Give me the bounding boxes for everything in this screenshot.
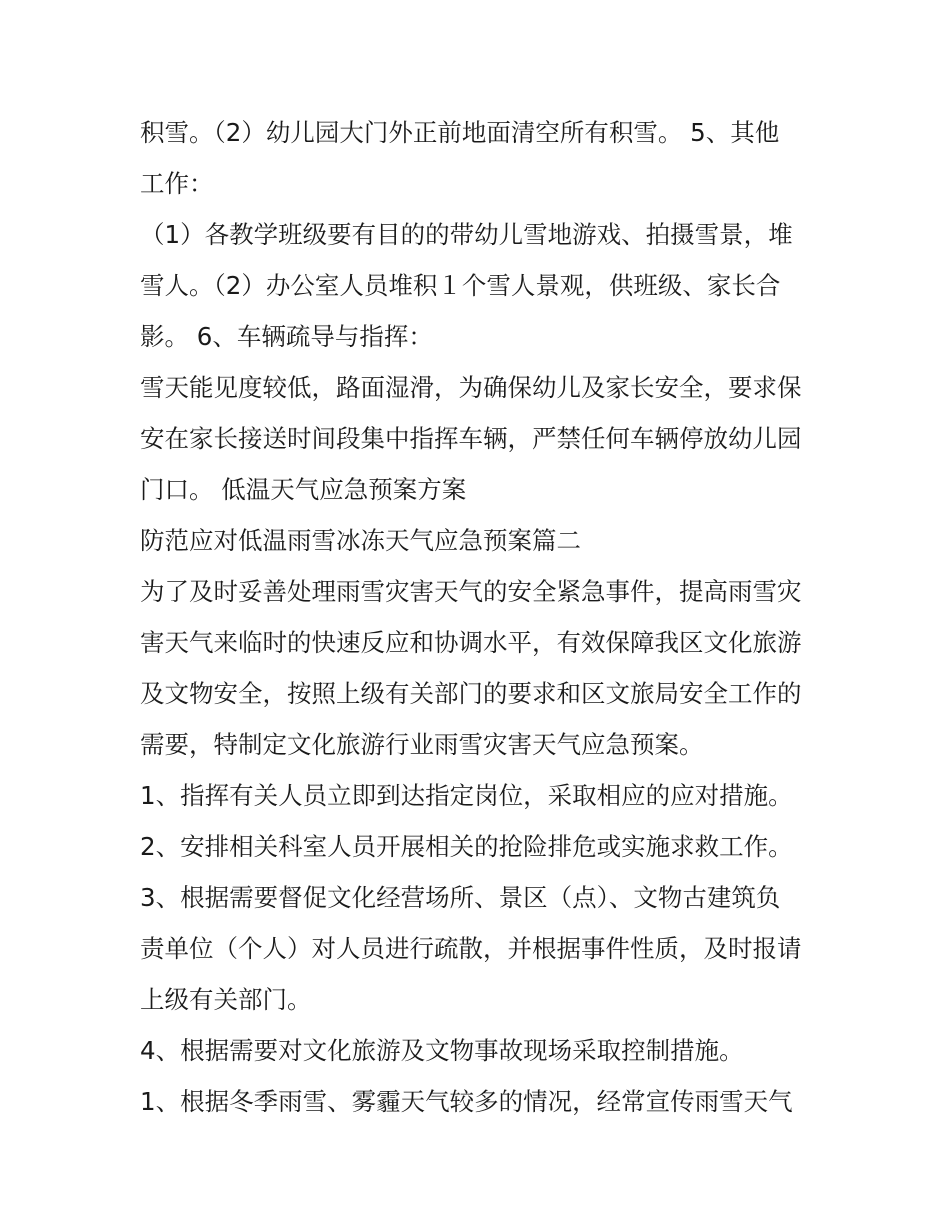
list-item: 1、指挥有关人员立即到达指定岗位，采取相应的应对措施。: [140, 781, 793, 810]
text-line: 及文物安全，按照上级有关部门的要求和区文旅局安全工作的: [140, 679, 802, 708]
text-line: 雪人。（2）办公室人员堆积１个雪人景观，供班级、家长合: [140, 271, 781, 300]
text-line: 害天气来临时的快速反应和协调水平，有效保障我区文化旅游: [140, 628, 802, 657]
text-line: 影。 6、车辆疏导与指挥：: [140, 322, 433, 351]
text-line: （1）各教学班级要有目的的带幼儿雪地游戏、拍摄雪景，堆: [140, 220, 793, 249]
document-body: [140, 107, 820, 1127]
section-heading: 防范应对低温雨雪冰冻天气应急预案篇二: [140, 526, 581, 555]
text-line: 需要，特制定文化旅游行业雨雪灾害天气应急预案。: [140, 730, 704, 759]
text-line: 门口。 低温天气应急预案方案: [140, 475, 467, 504]
list-item: 2、安排相关科室人员开展相关的抢险排危或实施求救工作。: [140, 832, 793, 861]
text-line: 责单位（个人）对人员进行疏散，并根据事件性质，及时报请: [140, 934, 802, 963]
list-item: 1、根据冬季雨雪、雾霾天气较多的情况，经常宣传雨雪天气: [140, 1087, 793, 1116]
text-line: 为了及时妥善处理雨雪灾害天气的安全紧急事件，提高雨雪灾: [140, 577, 802, 606]
text-line: 积雪。（2）幼儿园大门外正前地面清空所有积雪。 5、其他: [140, 118, 780, 147]
list-item: 4、根据需要对文化旅游及文物事故现场采取控制措施。: [140, 1036, 744, 1065]
text-line: 雪天能见度较低，路面湿滑，为确保幼儿及家长安全，要求保: [140, 373, 802, 402]
text-line: 上级有关部门。: [140, 985, 312, 1014]
list-item: 3、根据需要督促文化经营场所、景区（点）、文物古建筑负: [140, 883, 781, 912]
text-line: 工作：: [140, 169, 214, 198]
text-line: 安在家长接送时间段集中指挥车辆，严禁任何车辆停放幼儿园: [140, 424, 802, 453]
